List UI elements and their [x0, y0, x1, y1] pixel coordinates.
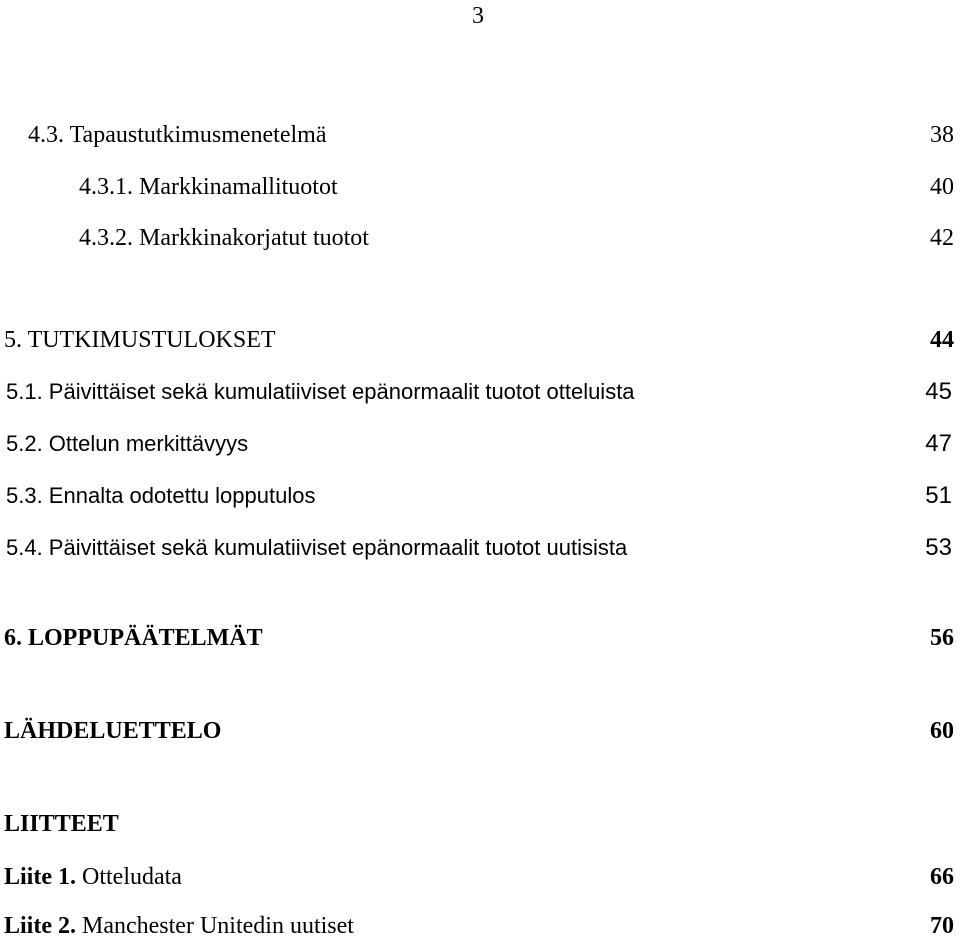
toc-page-4-3: 38 — [930, 122, 954, 148]
toc-page-liite-1: 66 — [930, 864, 954, 890]
toc-page-6: 56 — [930, 625, 954, 651]
toc-page-liite-2: 70 — [930, 913, 954, 939]
toc-entry-liite-2 — [4, 912, 354, 940]
toc-entry-6: 6. LOPPUPÄÄTELMÄT — [4, 625, 263, 651]
toc-entry-liite-2-prefix: Liite 2. — [4, 913, 76, 939]
toc-page-4-3-2: 42 — [930, 225, 954, 251]
toc-page-4-3-1: 40 — [930, 174, 954, 200]
toc-entry-5-3: 5.3. Ennalta odotettu lopputulos — [6, 483, 316, 508]
toc-entry-5: 5. TUTKIMUSTULOKSET — [4, 327, 276, 353]
toc-page-5-3: 51 — [925, 482, 952, 509]
toc-page-5-2: 47 — [925, 430, 952, 457]
toc-entry-5-1: 5.1. Päivittäiset sekä kumulatiiviset epänormaalit tuotot otteluista — [6, 379, 635, 404]
toc-entry-liite-1-prefix: Liite 1. — [4, 864, 76, 890]
toc-entry-4-3-1: 4.3.1. Markkinamallituotot — [79, 174, 338, 200]
toc-page-5: 44 — [930, 327, 954, 353]
toc-page-5-4: 53 — [925, 534, 952, 561]
toc-entry-5-4: 5.4. Päivittäiset sekä kumulatiiviset epänormaalit tuotot uutisista — [6, 535, 628, 560]
toc-page-lahdeluettelo: 60 — [930, 718, 954, 744]
toc-entry-liite-2-label: Manchester Unitedin uutiset — [76, 913, 354, 939]
toc-entry-lahdeluettelo: LÄHDELUETTELO — [4, 718, 222, 744]
toc-entry-4-3: 4.3. Tapaustutkimusmenetelmä — [28, 122, 327, 148]
toc-entry-liite-1-label: Otteludata — [76, 864, 182, 890]
page-number: 3 — [472, 3, 484, 29]
toc-page-5-1: 45 — [925, 378, 952, 405]
toc-entry-4-3-2: 4.3.2. Markkinakorjatut tuotot — [79, 225, 369, 251]
toc-entry-5-2: 5.2. Ottelun merkittävyys — [6, 431, 249, 456]
toc-entry-liite-1 — [4, 863, 182, 891]
toc-entry-liitteet: LIITTEET — [4, 811, 119, 837]
